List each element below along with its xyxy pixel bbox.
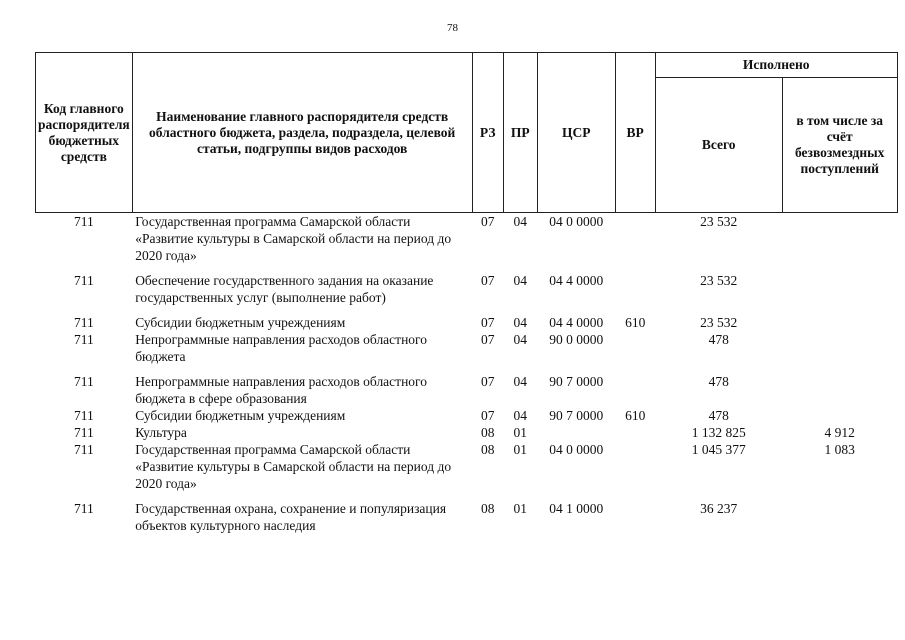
cell-name: Субсидии бюджетным учреждениям [135, 315, 346, 330]
cell-vr [615, 424, 655, 441]
cell-total: 1 132 825 [691, 425, 746, 440]
cell-csr: 04 0 0000 [549, 442, 604, 457]
cell-code: 711 [73, 408, 94, 423]
cell-rz: 08 [480, 442, 495, 457]
cell-rz: 08 [480, 425, 495, 440]
cell-free [782, 272, 897, 314]
cell-vr [615, 500, 655, 534]
cell-rz: 08 [480, 501, 495, 516]
cell-rz: 07 [480, 315, 495, 330]
cell-pr: 01 [513, 425, 527, 440]
cell-name: Непрограммные направления расходов областного бюджета [135, 332, 427, 364]
cell-free [782, 213, 897, 273]
cell-free [782, 331, 897, 373]
cell-free: 1 083 [824, 442, 855, 457]
table-row [36, 500, 898, 534]
table-row [36, 213, 898, 273]
cell-name: Государственная программа Самарской области «Развитие культуры в Самарской области на период до 2020 года» [135, 214, 452, 263]
page-number: 78 [447, 22, 458, 34]
cell-csr: 04 0 0000 [549, 214, 604, 229]
cell-csr: 90 0 0000 [549, 332, 604, 347]
table-row [36, 272, 898, 314]
cell-code: 711 [73, 374, 94, 389]
header-vr: ВР [615, 53, 655, 213]
cell-rz: 07 [480, 214, 495, 229]
cell-free [782, 373, 897, 407]
cell-free [782, 314, 897, 331]
cell-name: Культура [135, 425, 187, 440]
cell-pr: 04 [513, 315, 527, 330]
cell-code: 711 [73, 501, 94, 516]
cell-pr: 04 [513, 408, 527, 423]
cell-vr: 610 [625, 408, 646, 423]
cell-rz: 07 [480, 273, 495, 288]
cell-csr: 04 4 0000 [549, 315, 604, 330]
cell-total: 23 532 [700, 315, 738, 330]
cell-code: 711 [73, 315, 94, 330]
table-row [36, 407, 898, 424]
cell-code: 711 [73, 425, 94, 440]
header-pr: ПР [503, 53, 537, 213]
header-csr: ЦСР [537, 53, 615, 213]
cell-csr: 04 4 0000 [549, 273, 604, 288]
cell-code: 711 [73, 214, 94, 229]
cell-name: Непрограммные направления расходов областного бюджета в сфере образования [135, 374, 427, 406]
cell-total: 23 532 [700, 214, 738, 229]
cell-vr [615, 272, 655, 314]
cell-csr [537, 424, 615, 441]
cell-pr: 01 [513, 442, 527, 457]
cell-name: Государственная программа Самарской области «Развитие культуры в Самарской области на период до 2020 года» [135, 442, 452, 491]
table-row [36, 424, 898, 441]
cell-name: Обеспечение государственного задания на оказание государственных услуг (выполнение работ) [135, 273, 434, 305]
table-row [36, 331, 898, 373]
cell-vr [615, 331, 655, 373]
header-free: в том числе за счёт безвозмездных поступлений [782, 78, 897, 213]
table-row [36, 373, 898, 407]
header-code: Код главного распорядителя бюджетных средств [36, 53, 133, 213]
cell-free: 4 912 [824, 425, 855, 440]
cell-pr: 04 [513, 214, 527, 229]
table-row [36, 314, 898, 331]
cell-csr: 04 1 0000 [549, 501, 604, 516]
cell-vr [615, 213, 655, 273]
cell-pr: 04 [513, 332, 527, 347]
cell-free [782, 500, 897, 534]
cell-rz: 07 [480, 408, 495, 423]
cell-total: 1 045 377 [691, 442, 746, 457]
header-total: Всего [655, 78, 782, 213]
table-header [36, 53, 898, 213]
cell-code: 711 [73, 442, 94, 457]
cell-name: Субсидии бюджетным учреждениям [135, 408, 346, 423]
budget-table [35, 52, 898, 534]
cell-csr: 90 7 0000 [549, 408, 604, 423]
cell-code: 711 [73, 273, 94, 288]
cell-name: Государственная охрана, сохранение и популяризация объектов культурного наследия [135, 501, 447, 533]
cell-total: 478 [708, 374, 729, 389]
cell-csr: 90 7 0000 [549, 374, 604, 389]
cell-vr [615, 441, 655, 500]
cell-pr: 04 [513, 273, 527, 288]
cell-pr: 01 [513, 501, 527, 516]
header-executed: Исполнено [655, 53, 897, 78]
cell-total: 36 237 [700, 501, 738, 516]
cell-code: 711 [73, 332, 94, 347]
header-name: Наименование главного распорядителя средств областного бюджета, раздела, подраздела, целевой статьи, подгруппы видов расходов [132, 53, 472, 213]
table-body [36, 213, 898, 535]
cell-vr: 610 [625, 315, 646, 330]
cell-total: 23 532 [700, 273, 738, 288]
cell-total: 478 [708, 408, 729, 423]
header-rz: РЗ [472, 53, 503, 213]
cell-vr [615, 373, 655, 407]
cell-pr: 04 [513, 374, 527, 389]
cell-rz: 07 [480, 332, 495, 347]
cell-free [782, 407, 897, 424]
cell-rz: 07 [480, 374, 495, 389]
cell-total: 478 [708, 332, 729, 347]
table-row [36, 441, 898, 500]
